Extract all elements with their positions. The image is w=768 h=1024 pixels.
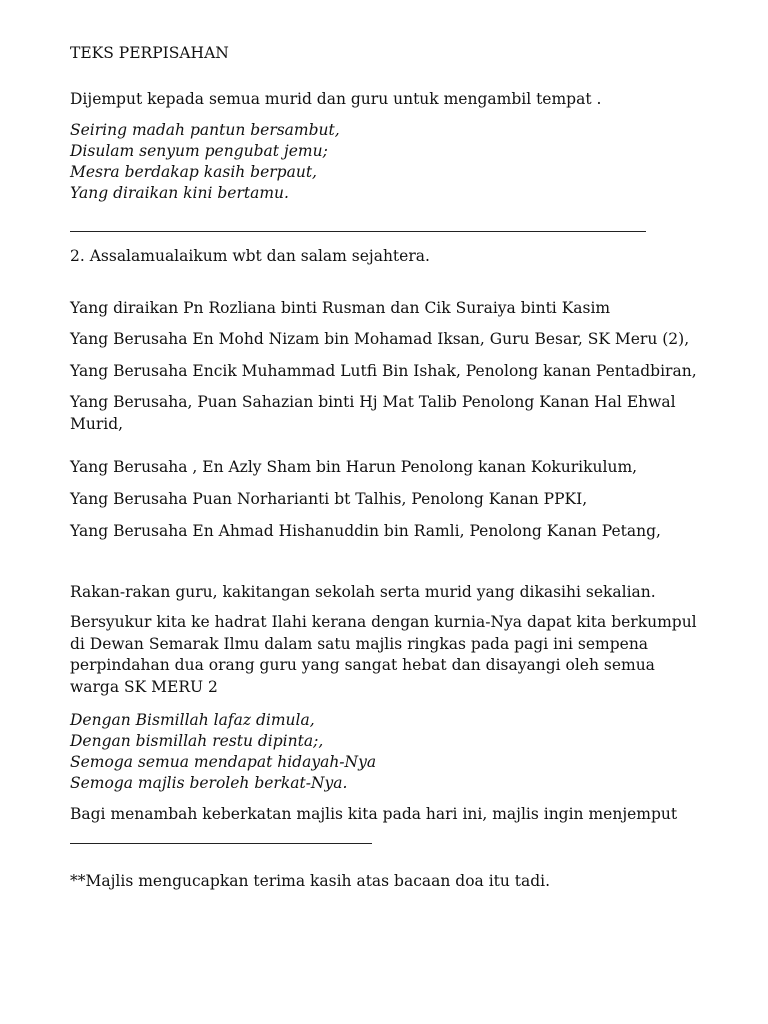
audience-line: Rakan-rakan guru, kakitangan sekolah serta murid yang dikasihi sekalian. bbox=[70, 583, 656, 601]
body-paragraph: Bersyukur kita ke hadrat Ilahi kerana dengan kurnia-Nya dapat kita berkumpul di Dewan Semarak Ilmu dalam satu majlis ringkas pada pagi ini sempena perpindahan dua orang guru yang sangat hebat dan disayangi oleh semua warga SK MERU 2 bbox=[70, 613, 697, 696]
pantun-2-line-3: Semoga semua mendapat hidayah-Nya bbox=[70, 753, 377, 771]
salutation-2: Yang Berusaha En Mohd Nizam bin Mohamad Iksan, Guru Besar, SK Meru (2), bbox=[70, 330, 690, 348]
pantun-1-line-4: Yang diraikan kini bertamu. bbox=[70, 184, 289, 202]
salutation-7: Yang Berusaha En Ahmad Hishanuddin bin Ramli, Penolong Kanan Petang, bbox=[70, 522, 661, 540]
pantun-2-line-1: Dengan Bismillah lafaz dimula, bbox=[70, 711, 315, 729]
pantun-2-line-2: Dengan bismillah restu dipinta;, bbox=[70, 732, 324, 750]
doa-name-blank bbox=[70, 843, 372, 844]
salutation-4: Yang Berusaha, Puan Sahazian binti Hj Mat Talib Penolong Kanan Hal Ehwal Murid, bbox=[70, 393, 676, 433]
pantun-1-line-3: Mesra berdakap kasih berpaut, bbox=[70, 163, 317, 181]
separator-line bbox=[70, 231, 646, 232]
salutation-1: Yang diraikan Pn Rozliana binti Rusman dan Cik Suraiya binti Kasim bbox=[70, 299, 611, 317]
salutation-3: Yang Berusaha Encik Muhammad Lutfi Bin Ishak, Penolong kanan Pentadbiran, bbox=[70, 362, 697, 380]
doa-invite-line: Bagi menambah keberkatan majlis kita pada hari ini, majlis ingin menjemput bbox=[70, 805, 678, 823]
document-title: TEKS PERPISAHAN bbox=[70, 44, 229, 62]
salutation-6: Yang Berusaha Puan Norharianti bt Talhis, Penolong Kanan PPKI, bbox=[70, 490, 588, 508]
pantun-1-line-2: Disulam senyum pengubat jemu; bbox=[70, 142, 328, 160]
salutation-5: Yang Berusaha , En Azly Sham bin Harun Penolong kanan Kokurikulum, bbox=[70, 458, 638, 476]
invitation-line: Dijemput kepada semua murid dan guru untuk mengambil tempat . bbox=[70, 90, 602, 108]
thanks-line: **Majlis mengucapkan terima kasih atas bacaan doa itu tadi. bbox=[70, 872, 551, 890]
pantun-2-line-4: Semoga majlis beroleh berkat-Nya. bbox=[70, 774, 348, 792]
greeting-line: 2. Assalamualaikum wbt dan salam sejahtera. bbox=[70, 247, 430, 265]
pantun-1-line-1: Seiring madah pantun bersambut, bbox=[70, 121, 340, 139]
